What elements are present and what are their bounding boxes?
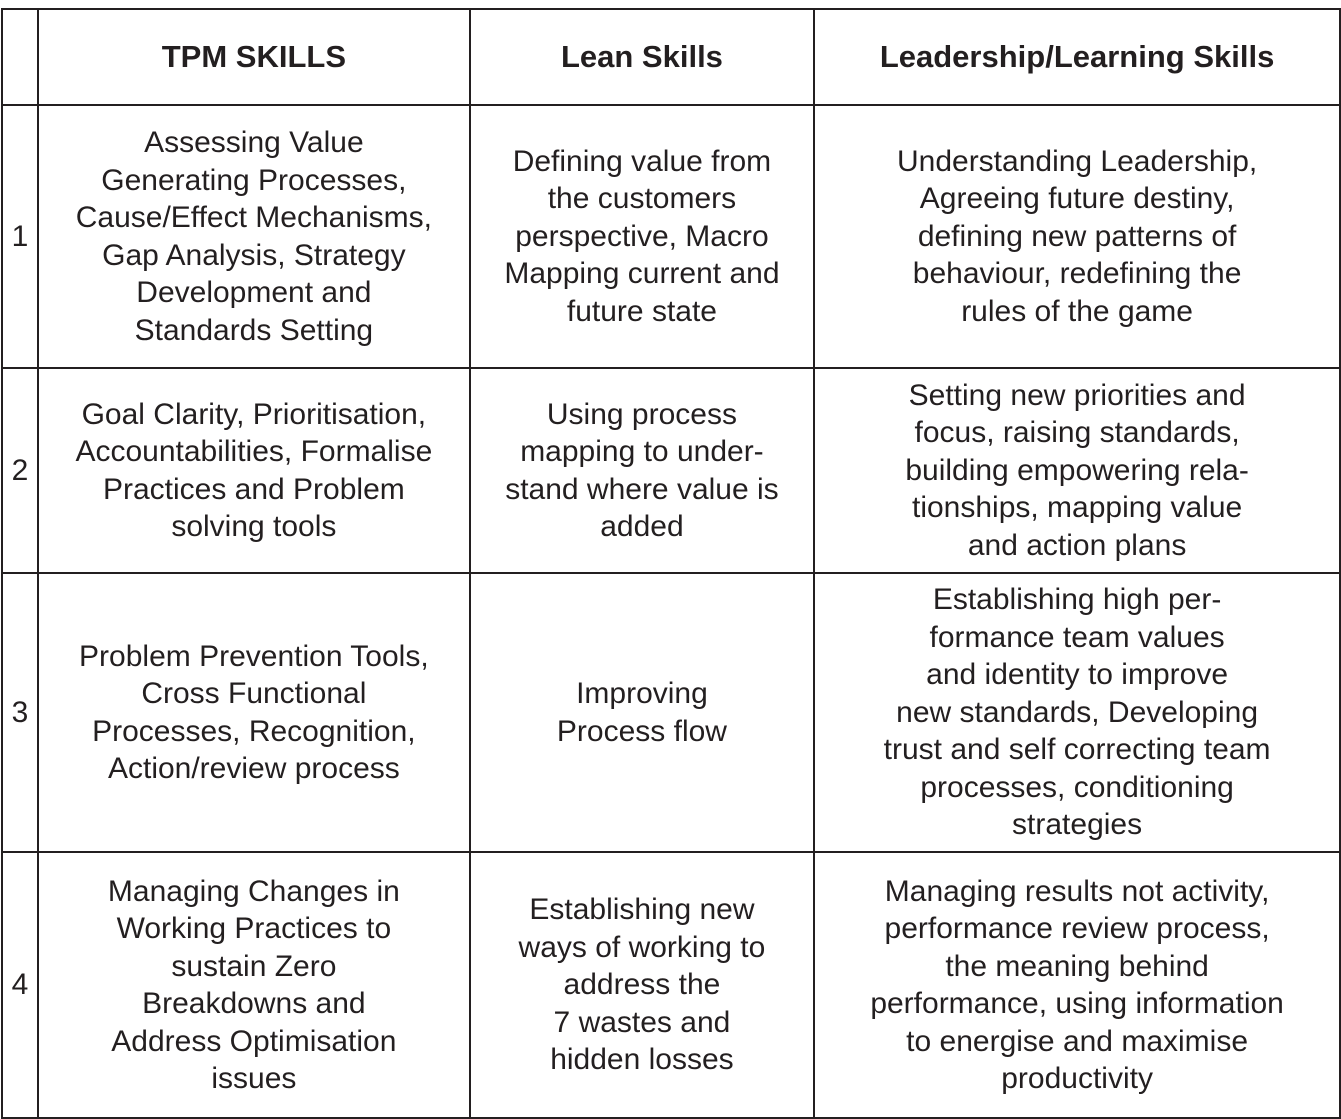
row-number: 4 (2, 852, 38, 1118)
cell-line: Working Practices to (116, 912, 392, 945)
cell-line: Defining value from (512, 144, 772, 178)
tpm-cell (38, 105, 470, 368)
cell-line: future state (566, 294, 717, 328)
cell-line: Improving (576, 677, 708, 710)
cell-line: Gap Analysis, Strategy (102, 238, 406, 272)
cell-line: Assessing Value (144, 126, 364, 159)
cell-line: Setting new priorities and (908, 378, 1246, 412)
cell-line: mapping to under- (520, 435, 764, 468)
cell-line: Establishing high per- (932, 583, 1222, 617)
cell-line: added (600, 510, 684, 543)
cell-line: Address Optimisation (111, 1024, 397, 1058)
cell-line: Goal Clarity, Prioritisation, (81, 397, 427, 431)
cell-line: and action plans (967, 528, 1187, 562)
cell-line: solving tools (171, 510, 337, 543)
lean-cell (470, 368, 815, 573)
lean-cell (470, 105, 815, 368)
leadership-cell (814, 368, 1340, 573)
cell-line: Cross Functional (141, 677, 367, 710)
table-row (2, 368, 1340, 573)
cell-line: Practices and Problem (102, 472, 405, 506)
cell-line: the meaning behind (945, 949, 1209, 983)
cell-line: Using process (546, 397, 737, 431)
leadership-cell (814, 573, 1340, 852)
header-leadership-skills: Leadership/Learning Skills (814, 9, 1340, 105)
header-row (2, 9, 1340, 105)
tpm-cell (38, 573, 470, 852)
cell-line: 7 wastes and (553, 1005, 731, 1039)
table-row (2, 105, 1340, 368)
cell-line: perspective, Macro (515, 219, 769, 253)
cell-line: strategies (1012, 808, 1143, 842)
cell-line: sustain Zero (171, 949, 337, 983)
cell-line: Managing Changes in (107, 874, 400, 908)
row-number: 2 (2, 368, 38, 573)
header-number (2, 9, 38, 105)
cell-line: issues (211, 1062, 297, 1095)
row-number: 1 (2, 105, 38, 368)
cell-line: productivity (1001, 1062, 1153, 1095)
cell-line: Cause/Effect Mechanisms, (75, 201, 432, 234)
tpm-cell (38, 852, 470, 1118)
tpm-cell (38, 368, 470, 573)
header-lean-skills: Lean Skills (470, 9, 815, 105)
cell-line: Process flow (556, 714, 727, 748)
cell-line: Agreeing future destiny, (919, 182, 1235, 216)
cell-line: address the (563, 968, 721, 1002)
cell-line: Action/review process (107, 752, 400, 785)
lean-cell (470, 573, 815, 852)
cell-line: performance, using information (870, 987, 1284, 1020)
row-number: 3 (2, 573, 38, 852)
cell-line: stand where value is (505, 472, 779, 506)
cell-line: Standards Setting (134, 313, 374, 347)
cell-line: trust and self correcting team (883, 733, 1271, 767)
header-tpm-skills: TPM SKILLS (38, 9, 470, 105)
cell-line: performance review process, (884, 912, 1270, 945)
cell-line: new standards, Developing (896, 695, 1259, 729)
lean-cell (470, 852, 815, 1118)
cell-line: behaviour, redefining the (912, 257, 1242, 291)
cell-line: Managing results not activity, (884, 874, 1270, 908)
cell-line: formance team values (929, 620, 1225, 654)
cell-line: and identity to improve (926, 658, 1229, 692)
cell-line: Processes, Recognition, (92, 714, 416, 748)
cell-line: ways of working to (518, 930, 766, 964)
cell-line: Problem Prevention Tools, (79, 639, 429, 673)
cell-line: defining new patterns of (917, 219, 1237, 253)
cell-line: Understanding Leadership, (896, 144, 1258, 178)
leadership-cell (814, 852, 1340, 1118)
cell-line: Breakdowns and (142, 987, 366, 1020)
cell-line: the customers (547, 182, 737, 216)
cell-line: Development and (136, 276, 372, 309)
cell-line: tionships, mapping value (911, 491, 1243, 525)
skills-table (1, 8, 1341, 1119)
cell-line: focus, raising standards, (914, 416, 1240, 450)
cell-line: hidden losses (550, 1043, 734, 1077)
table-row (2, 852, 1340, 1118)
cell-line: Accountabilities, Formalise (75, 435, 433, 468)
cell-line: rules of the game (961, 294, 1193, 328)
cell-line: Mapping current and (504, 257, 780, 291)
cell-line: Generating Processes, (101, 163, 407, 197)
cell-line: processes, conditioning (920, 770, 1234, 804)
cell-line: Establishing new (529, 893, 755, 927)
table-row (2, 573, 1340, 852)
cell-line: to energise and maximise (906, 1024, 1249, 1058)
cell-line: building empowering rela- (905, 453, 1249, 487)
leadership-cell (814, 105, 1340, 368)
